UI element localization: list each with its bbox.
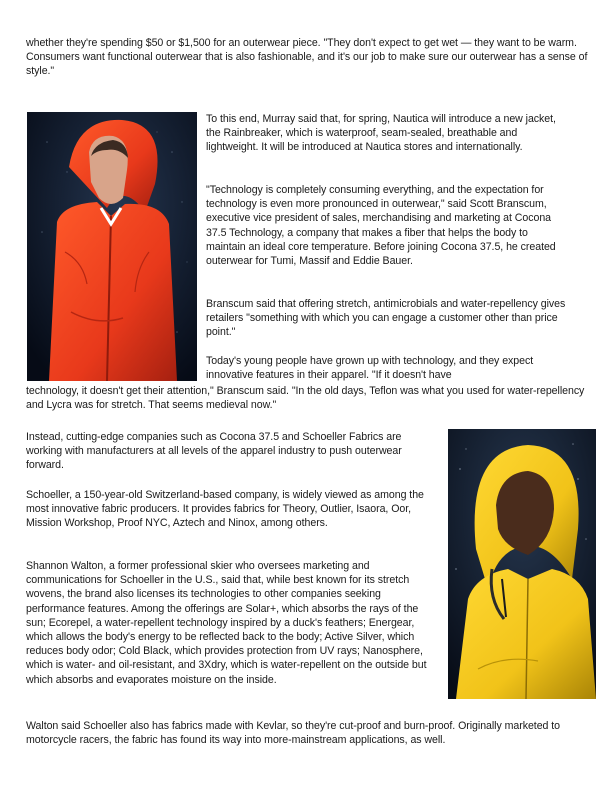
man-in-red-rain-jacket-photo	[27, 112, 197, 381]
paragraph-branscum-stretch: Branscum said that offering stretch, antimicrobials and water-repellency gives retailers "something with which you can engage a customer other than price point."	[206, 298, 566, 339]
paragraph-young-people-continued: technology, it doesn't get their attention," Branscum said. "In the old days, Teflon was what you used for water-repellency and Lycra was for stretch. That seems medieval now."	[26, 385, 585, 412]
paragraph-intro: whether they're spending $50 or $1,500 for an outerwear piece. "They don't expect to get wet — they want to be warm. Consumers want functional outerwear that is also fashionable, and it's our job to make sure our outerwear has a sense of style."	[26, 37, 588, 78]
paragraph-cutting-edge: Instead, cutting-edge companies such as Cocona 37.5 and Schoeller Fabrics are working with manufacturers at all levels of the apparel industry to push outerwear forward.	[26, 431, 402, 472]
paragraph-branscum-quote: "Technology is completely consuming everything, and the expectation for technology is even more pronounced in outerwear," said Scott Branscum, executive vice president of sales, merchandising and marketing at Cocona 37.5 Technology, a company that makes a fiber that helps the body to maintain an ideal core temperature. Before joining Cocona 37.5, he created outerwear for Tumi, Massif and Eddie Bauer.	[206, 184, 556, 268]
paragraph-young-people: Today's young people have grown up with technology, and they expect innovative features in their apparel. "If it doesn't have	[206, 355, 534, 382]
yellow-jacket-illustration	[448, 429, 596, 699]
paragraph-rainbreaker: To this end, Murray said that, for spring, Nautica will introduce a new jacket, the Rainbreaker, which is waterproof, seam-sealed, breathable and lightweight. It will be introduced at Nautica stores and internationally.	[206, 113, 556, 154]
paragraph-walton: Shannon Walton, a former professional skier who oversees marketing and communications for Schoeller in the U.S., said that, while best known for its stretch wovens, the brand also licenses its technologies to other companies seeking performance features. Among the offerings are Solar+, which absorbs the rays of the sun; Ecorepel, a water-repellent technology inspired by a duck's feathers; Energear, which allows the body's energy to be reflected back to the body; Active Silver, which reduces body odor; Cold Black, which provides protection from UV rays; Nanosphere, which is water- and oil-resistant, and 3Xdry, which is water-repellent on the outside but which absorbs and evaporates moisture on the inside.	[26, 560, 427, 686]
man-in-yellow-hooded-jacket-photo	[448, 429, 596, 699]
paragraph-schoeller: Schoeller, a 150-year-old Switzerland-based company, is widely viewed as among the most innovative fabric producers. It provides fabrics for Theory, Outlier, Isaora, Oor, Mission Workshop, Proof NYC, Aztech and Ninox, among others.	[26, 489, 424, 530]
paragraph-kevlar: Walton said Schoeller also has fabrics made with Kevlar, so they're cut-proof and burn-proof. Originally marketed to motorcycle racers, the fabric has found its way into more-mainstream applications, as well.	[26, 720, 561, 747]
red-jacket-illustration	[27, 112, 197, 381]
